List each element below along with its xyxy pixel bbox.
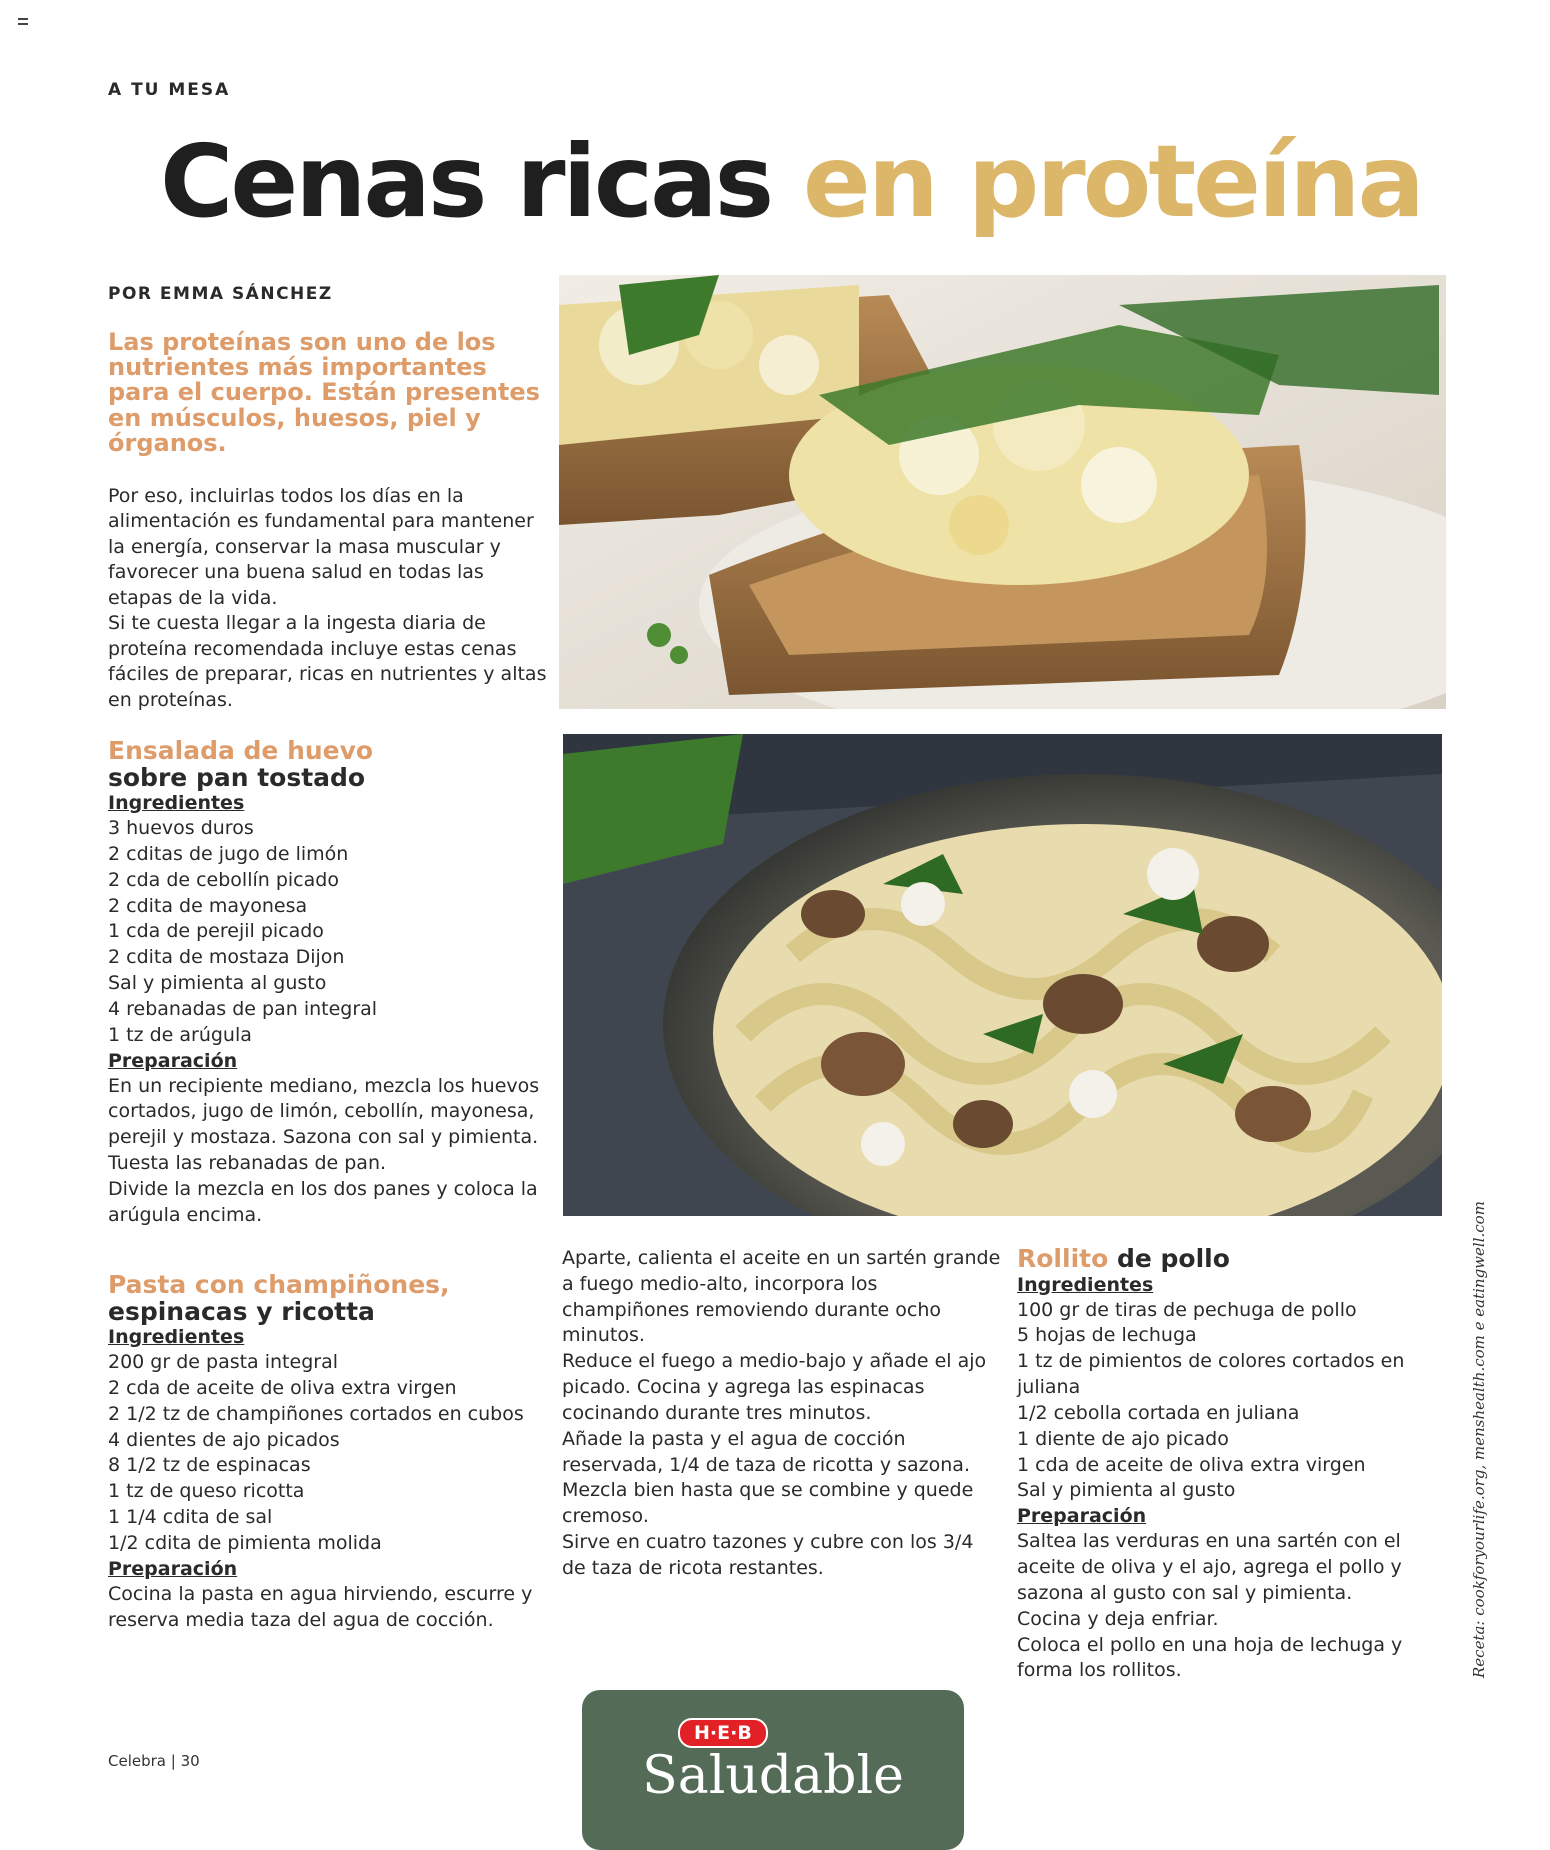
- intro-paragraph: Si te cuesta llegar a la ingesta diaria de proteína recomendada incluye estas cenas fáciles de preparar, ricas en nutrientes y altas en proteínas.: [108, 612, 547, 711]
- preparation-step: Reduce el fuego a medio-bajo y añade el ajo picado. Cocina y agrega las espinacas cocinando durante tres minutos.: [562, 1350, 987, 1424]
- list-item: 200 gr de pasta integral: [108, 1351, 338, 1374]
- preparation-heading: Preparación: [1017, 1505, 1147, 1528]
- preparation-heading: Preparación: [108, 1049, 238, 1072]
- list-item: 2 cdita de mayonesa: [108, 894, 308, 917]
- list-item: 1/2 cdita de pimienta molida: [108, 1531, 382, 1554]
- ingredients-list: [108, 1350, 548, 1557]
- recipe-egg-salad: [108, 738, 548, 1229]
- list-item: 4 dientes de ajo picados: [108, 1428, 340, 1451]
- recipe-chicken-roll: [1017, 1246, 1457, 1684]
- list-item: 100 gr de tiras de pechuga de pollo: [1017, 1298, 1357, 1321]
- recipe-pasta: [108, 1272, 548, 1633]
- recipe-title-accent: Pasta con champiñones,: [108, 1270, 450, 1299]
- list-item: 1 cda de aceite de oliva extra virgen: [1017, 1453, 1366, 1476]
- list-item: 1 cda de perejil picado: [108, 920, 324, 943]
- recipe-title-accent: Rollito: [1017, 1244, 1109, 1273]
- recipe-title-dark: sobre pan tostado: [108, 762, 366, 792]
- recipe-credit-text: Receta: cookforyourlife.org, menshealth.com e eatingwell.com: [1470, 1201, 1488, 1678]
- page-title: [160, 122, 1460, 242]
- recipe-title-dark: de pollo: [1116, 1244, 1230, 1273]
- title-dark: Cenas ricas: [160, 123, 772, 240]
- preparation-step: En un recipiente mediano, mezcla los huevos cortados, jugo de limón, cebollín, mayonesa, perejil y mostaza. Sazona con sal y pimienta.: [108, 1074, 540, 1149]
- preparation-step: Mezcla bien hasta que se combine y quede cremoso.: [562, 1479, 974, 1528]
- ingredients-heading: Ingredientes: [108, 1326, 245, 1348]
- ingredients-list: [108, 816, 548, 1048]
- ingredients-heading: Ingredientes: [1017, 1273, 1154, 1296]
- recipe-title: [108, 738, 548, 791]
- egg-salad-toast-photo: [559, 275, 1446, 709]
- list-item: 2 cdita de mostaza Dijon: [108, 946, 345, 969]
- menu-icon[interactable]: [18, 18, 28, 28]
- preparation-step: Cocina la pasta en agua hirviendo, escurre y reserva media taza del agua de cocción.: [108, 1582, 533, 1631]
- preparation-step: Cocina y deja enfriar.: [1017, 1607, 1219, 1630]
- list-item: 2 1/2 tz de champiñones cortados en cubos: [108, 1402, 524, 1425]
- heb-logo: H·E·B: [678, 1718, 768, 1748]
- preparation-step: Sirve en cuatro tazones y cubre con los 3/4 de taza de ricota restantes.: [562, 1531, 974, 1579]
- recipe-title: [1017, 1246, 1457, 1273]
- preparation-step: Coloca el pollo en una hoja de lechuga y forma los rollitos.: [1017, 1633, 1403, 1682]
- preparation-step: Aparte, calienta el aceite en un sartén grande a fuego medio-alto, incorpora los champiñones removiendo durante ocho minutos.: [562, 1247, 1001, 1347]
- recipe-pasta-continued: [562, 1246, 1002, 1582]
- list-item: 3 huevos duros: [108, 817, 254, 840]
- list-item: 2 cda de cebollín picado: [108, 868, 339, 891]
- saludable-badge: [582, 1690, 964, 1850]
- list-item: 1 1/4 cdita de sal: [108, 1506, 273, 1529]
- preparation-heading: Preparación: [108, 1557, 238, 1580]
- list-item: 1 tz de pimientos de colores cortados en juliana: [1017, 1350, 1405, 1399]
- list-item: 1 tz de queso ricotta: [108, 1480, 305, 1503]
- list-item: 2 cda de aceite de oliva extra virgen: [108, 1376, 457, 1399]
- list-item: 8 1/2 tz de espinacas: [108, 1454, 311, 1477]
- recipe-title: [108, 1272, 548, 1325]
- section-label: A TU MESA: [108, 80, 231, 100]
- preparation-step: Saltea las verduras en una sartén con el aceite de oliva y el ajo, agrega el pollo y sazona al gusto con sal y pimienta.: [1017, 1530, 1402, 1604]
- list-item: 1/2 cebolla cortada en juliana: [1017, 1401, 1300, 1424]
- preparation-step: Tuesta las rebanadas de pan.: [108, 1152, 387, 1175]
- list-item: 1 diente de ajo picado: [1017, 1427, 1229, 1450]
- intro-text: [108, 484, 548, 713]
- title-gold: en proteína: [802, 123, 1422, 240]
- list-item: Sal y pimienta al gusto: [108, 972, 327, 995]
- page-footer: Celebra | 30: [108, 1752, 200, 1770]
- recipe-credit: [1448, 1201, 1492, 1678]
- recipe-title-accent: Ensalada de huevo: [108, 736, 374, 765]
- intro-paragraph: Por eso, incluirlas todos los días en la alimentación es fundamental para mantener la energía, conservar la masa muscular y favorecer una buena salud en todas las etapas de la vida.: [108, 485, 534, 609]
- list-item: 5 hojas de lechuga: [1017, 1324, 1197, 1347]
- ingredients-heading: Ingredientes: [108, 792, 245, 814]
- mushroom-pasta-photo: [563, 734, 1442, 1216]
- list-item: 2 cditas de jugo de limón: [108, 842, 349, 865]
- byline: POR EMMA SÁNCHEZ: [108, 284, 333, 304]
- list-item: 4 rebanadas de pan integral: [108, 997, 378, 1020]
- badge-title: Saludable: [642, 1746, 904, 1806]
- preparation-step: Divide la mezcla en los dos panes y coloca la arúgula encima.: [108, 1177, 538, 1226]
- preparation-step: Añade la pasta y el agua de cocción reservada, 1/4 de taza de ricotta y sazona.: [562, 1427, 970, 1476]
- ingredients-list: [1017, 1298, 1457, 1505]
- list-item: Sal y pimienta al gusto: [1017, 1479, 1236, 1502]
- recipe-title-dark: espinacas y ricotta: [108, 1296, 375, 1326]
- lead-paragraph: Las proteínas son uno de los nutrientes más importantes para el cuerpo. Están presentes en músculos, huesos, piel y órganos.: [108, 328, 540, 457]
- list-item: 1 tz de arúgula: [108, 1023, 252, 1046]
